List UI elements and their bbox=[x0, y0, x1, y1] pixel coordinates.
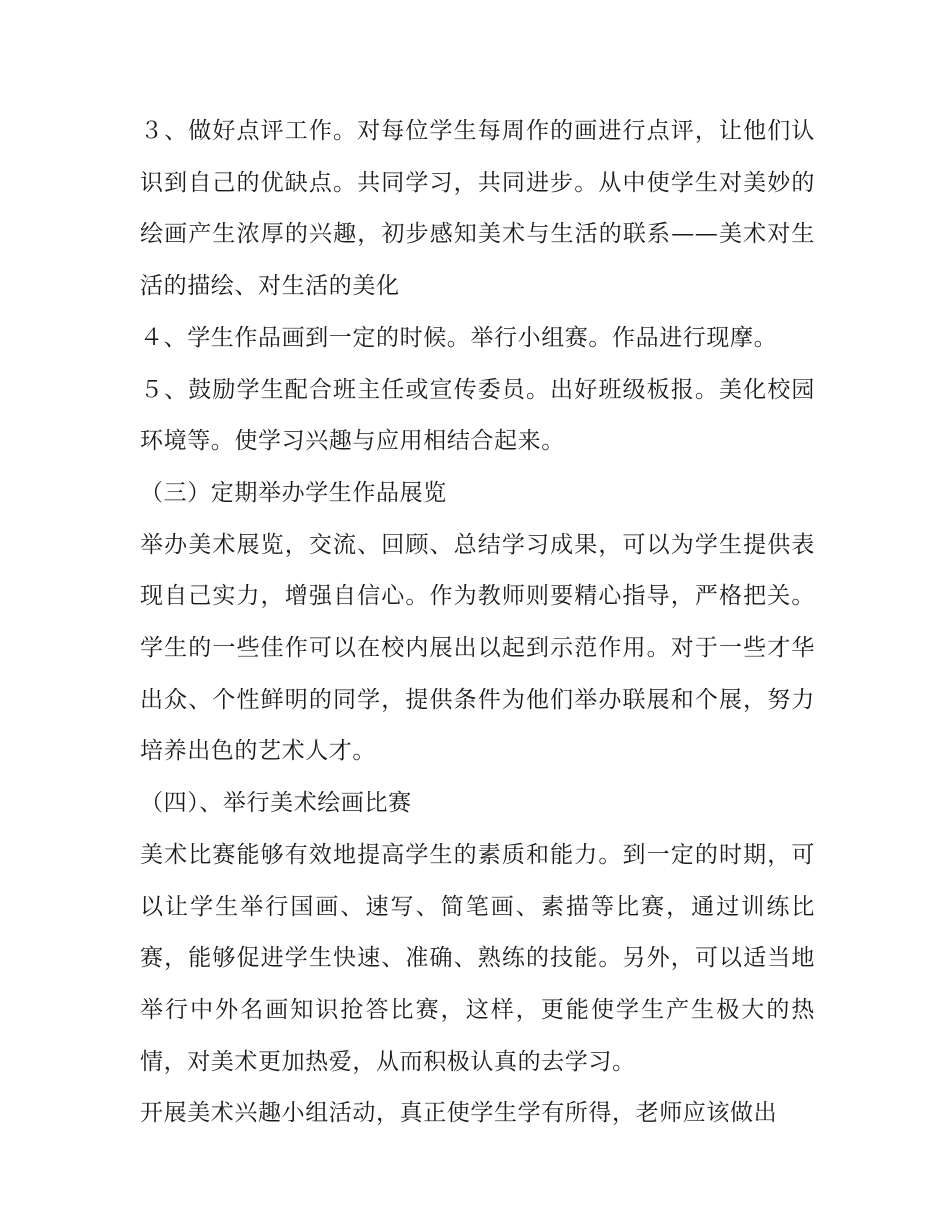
section-heading-competition: （四）、举行美术绘画比赛 bbox=[140, 790, 412, 817]
paragraph-competition: 美术比赛能够有效地提高学生的素质和能力。到一定的时期，可以让学生举行国画、速写、简笔画、素描等比赛，通过训练比赛，能够促进学生快速、准确、熟练的技能。另外，可以适当地举行中外名画知识抢答比赛，这样，更能使学生产生极大的热情，对美术更加热爱，从而积极认真的去学习。 bbox=[140, 841, 815, 1075]
paragraph-item-3-critique: ３、做好点评工作。对每位学生每周作的画进行点评，让他们认识到自己的优缺点。共同学习，共同进步。从中使学生对美妙的绘画产生浓厚的兴趣，初步感知美术与生活的联系——美术对生活的描绘、对生活的美化 bbox=[140, 118, 815, 300]
paragraph-item-5-blackboard: ５、鼓励学生配合班主任或宣传委员。出好班级板报。美化校园环境等。使学习兴趣与应用相结合起来。 bbox=[140, 376, 815, 455]
paragraph-interest-group: 开展美术兴趣小组活动，真正使学生学有所得，老师应该做出 bbox=[140, 1100, 778, 1127]
paragraph-exhibition: 举办美术展览，交流、回顾、总结学习成果，可以为学生提供表现自己实力，增强自信心。作为教师则要精心指导，严格把关。学生的一些佳作可以在校内展出以起到示范作用。对于一些才华出众、个性鲜明的同学，提供条件为他们举办联展和个展，努力培养出色的艺术人才。 bbox=[140, 531, 815, 765]
document-body bbox=[140, 106, 815, 1140]
paragraph-item-4-group-contest: ４、学生作品画到一定的时候。举行小组赛。作品进行现摩。 bbox=[140, 324, 778, 351]
section-heading-exhibition: （三）定期举办学生作品展览 bbox=[140, 479, 447, 506]
